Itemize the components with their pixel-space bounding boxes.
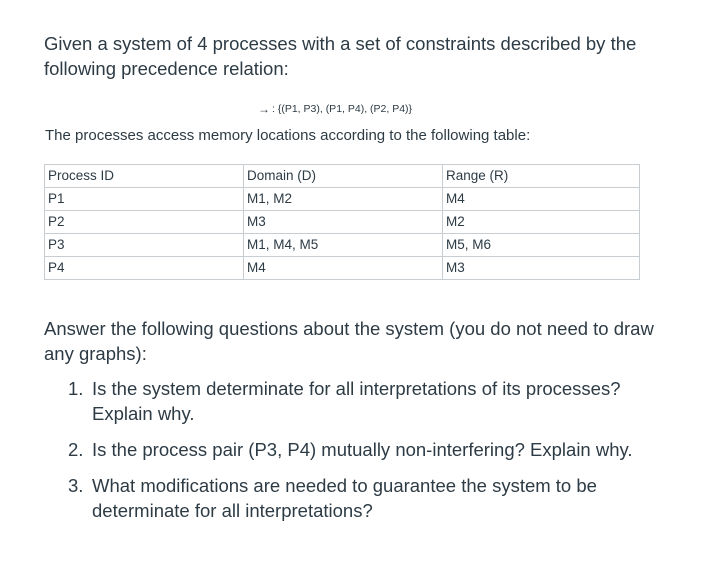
cell-domain: M3	[244, 211, 443, 234]
question-list	[68, 376, 668, 534]
cell-process-id: P3	[45, 234, 244, 257]
table-row	[45, 188, 640, 211]
cell-range: M4	[443, 188, 640, 211]
cell-range: M3	[443, 257, 640, 280]
table-row	[45, 211, 640, 234]
question-number: 2.	[68, 439, 84, 460]
header-process-id: Process ID	[45, 165, 244, 188]
question-number: 1.	[68, 378, 84, 399]
cell-domain: M1, M4, M5	[244, 234, 443, 257]
intro-paragraph: Given a system of 4 processes with a set of constraints described by the following precedence relation:	[44, 33, 637, 79]
question-text: What modifications are needed to guarantee the system to be determinate for all interpretations?	[92, 475, 597, 521]
answer-instructions: Answer the following questions about the system (you do not need to draw any graphs):	[44, 318, 654, 364]
header-range: Range (R)	[443, 165, 640, 188]
table-row	[45, 257, 640, 280]
table-header-row	[45, 165, 640, 188]
cell-process-id: P1	[45, 188, 244, 211]
cell-process-id: P4	[45, 257, 244, 280]
question-item	[68, 473, 668, 523]
header-domain: Domain (D)	[244, 165, 443, 188]
question-number: 3.	[68, 475, 84, 496]
question-text: Is the process pair (P3, P4) mutually non-interfering? Explain why.	[92, 439, 633, 460]
cell-range: M5, M6	[443, 234, 640, 257]
precedence-relation-text: : {(P1, P3), (P1, P4), (P2, P4)}	[272, 103, 413, 115]
table-row	[45, 234, 640, 257]
cell-domain: M4	[244, 257, 443, 280]
memory-access-table	[44, 164, 640, 280]
question-item	[68, 437, 668, 462]
question-item	[68, 376, 668, 426]
arrow-icon: →	[258, 102, 270, 116]
cell-domain: M1, M2	[244, 188, 443, 211]
question-text: Is the system determinate for all interpretations of its processes? Explain why.	[92, 378, 621, 424]
cell-range: M2	[443, 211, 640, 234]
precedence-relation	[258, 102, 412, 116]
table-caption: The processes access memory locations according to the following table:	[45, 127, 531, 144]
cell-process-id: P2	[45, 211, 244, 234]
